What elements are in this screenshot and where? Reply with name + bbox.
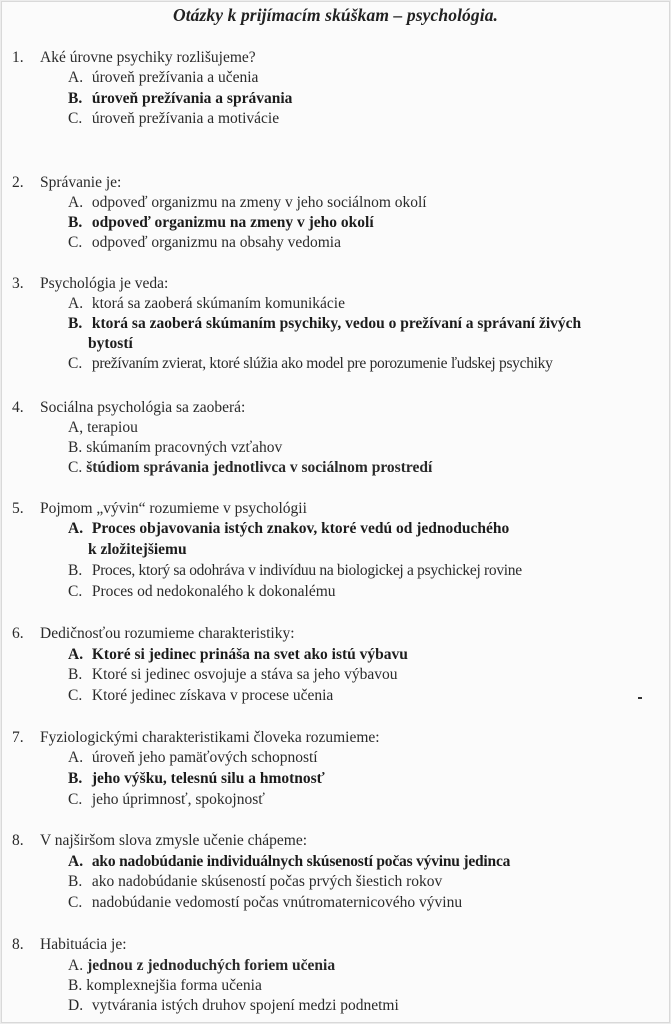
option-text: Ktoré si jedinec osvojuje a stáva sa jeho výbavou [91,666,398,683]
option-letter: B. [68,90,83,107]
question-text [12,48,256,68]
option-letter: C. [68,583,83,600]
option-c [68,109,661,129]
option-text: Proces od nedokonalého k dokonalému [91,583,336,600]
option-letter: B. [68,770,83,787]
question-text [12,274,168,294]
question-number: 5. [12,500,24,517]
option-d [68,996,661,1016]
option-letter: A. [68,194,84,211]
option-text: úroveň prežívania a správania [91,90,293,107]
question-label: Habituácia je: [40,936,127,953]
option-a-correct [68,956,661,976]
option-c [68,790,661,810]
option-letter: B. [68,439,83,456]
option-text: prežívaním zvierat, ktoré slúžia ako model pre porozumenie ľudskej psychiky [91,355,553,372]
option-letter: A. [68,295,84,312]
option-letter: B. [68,977,83,994]
option-text: úroveň jeho pamäťových schopností [91,749,318,766]
option-letter: B. [68,214,83,231]
question-number: 7. [12,729,24,746]
question-text [12,624,295,644]
option-text: komplexnejšia forma učenia [86,977,262,994]
option-text: Proces, ktorý sa odohráva v indivíduu na biologickej a psychickej rovine [91,562,522,579]
option-letter: D. [68,997,84,1014]
option-letter: A. [68,646,84,663]
question-number: 8. [12,936,24,953]
question-number: 4. [12,399,24,416]
option-c [68,582,661,602]
option-text: skúmaním pracovných vzťahov [86,439,283,456]
option-a [68,294,661,314]
option-letter: C. [68,234,83,251]
option-text: odpoveď organizmu na zmeny v jeho sociálnom okolí [91,194,427,211]
option-b [68,561,661,581]
question-label: Fyziologickými charakteristikami človeka rozumieme: [40,729,380,746]
scan-speck [638,697,642,699]
option-b-correct [68,89,661,109]
option-text: úroveň prežívania a učenia [91,69,259,86]
document-page [1,1,670,1023]
question-text [12,935,127,955]
question-number: 8. [12,832,24,849]
option-text: nadobúdanie vedomostí počas vnútromaternicového vývinu [91,894,463,911]
question-label: Psychológia je veda: [40,275,169,292]
option-text: ktorá sa zaoberá skúmaním psychiky, vedou o prežívaní a správaní živých [91,315,582,332]
option-text: ktorá sa zaoberá skúmaním komunikácie [91,295,345,312]
option-letter: B. [68,666,83,683]
option-text: Ktoré si jedinec prináša na svet ako istú výbavu [91,646,408,663]
option-letter: B. [68,562,83,579]
option-b [68,872,661,892]
option-c [68,893,661,913]
option-a-correct [68,519,661,539]
question-label: Pojmom „vývin“ rozumieme v psychológii [40,500,307,517]
option-c-correct [68,458,661,478]
option-letter: A. [68,520,84,537]
question-text [12,499,307,519]
option-text: odpoveď organizmu na obsahy vedomia [91,234,341,251]
option-text: vytvárania istých druhov spojení medzi podnetmi [91,997,399,1014]
question-label: V najširšom slova zmysle učenie chápeme: [40,832,308,849]
option-text: Ktoré jedinec získava v procese učenia [91,687,334,704]
option-letter: B. [68,315,83,332]
option-text: ako nadobúdanie individuálnych skúseností počas vývinu jedinca [91,853,511,870]
option-letter: A. [68,749,84,766]
question-text [12,728,380,748]
option-letter: C. [68,110,83,127]
option-b-correct [68,213,661,233]
option-a [68,193,661,213]
option-text: ako nadobúdanie skúseností počas prvých šiestich rokov [91,873,443,890]
option-letter: A. [68,69,84,86]
option-c [68,354,661,374]
option-letter: A. [68,853,84,870]
question-text [12,173,121,193]
question-number: 2. [12,174,24,191]
question-text [12,398,245,418]
option-text: jeho úprimnosť, spokojnosť [91,791,265,808]
option-b [68,438,661,458]
question-number: 6. [12,625,24,642]
option-b [68,665,661,685]
question-label: Dedičnosťou rozumieme charakteristiky: [40,625,295,642]
question-number: 1. [12,49,24,66]
option-c [68,686,661,706]
option-text: Proces objavovania istých znakov, ktoré vedú od jednoduchého [91,520,510,537]
option-b [68,976,661,996]
question-label: Správanie je: [40,174,122,191]
question-text [12,831,307,851]
option-text: terapiou [87,419,138,436]
option-text: štúdiom správania jednotlivca v sociálnom prostredí [86,459,433,476]
option-letter: B. [68,873,83,890]
question-label: Aké úrovne psychiky rozlišujeme? [40,49,256,66]
question-label: Sociálna psychológia sa zaoberá: [40,399,246,416]
option-text: jeho výšku, telesnú silu a hmotnosť [91,770,325,787]
option-letter: A. [68,957,84,974]
option-text: úroveň prežívania a motivácie [91,110,280,127]
option-a-correct [68,645,661,665]
option-text: jednou z jednoduchých foriem učenia [87,957,336,974]
document-title: Otázky k prijímacím skúškam – psychológia. [172,5,499,25]
option-a [68,748,661,768]
option-letter: C. [68,894,83,911]
question-number: 3. [12,275,24,292]
option-letter: C. [68,355,83,372]
option-text: odpoveď organizmu na zmeny v jeho okolí [91,214,374,231]
option-letter: C. [68,687,83,704]
option-c [68,233,661,253]
option-a-correct [68,852,661,872]
option-a-continuation: k zložitejšiemu [88,541,187,558]
option-letter: C. [68,791,83,808]
option-a [68,68,661,88]
option-b-correct [68,769,661,789]
option-b-correct [68,314,661,334]
option-a [68,418,661,438]
option-letter: A, [68,419,84,436]
option-letter: C. [68,459,83,476]
option-b-continuation: bytostí [88,335,133,352]
